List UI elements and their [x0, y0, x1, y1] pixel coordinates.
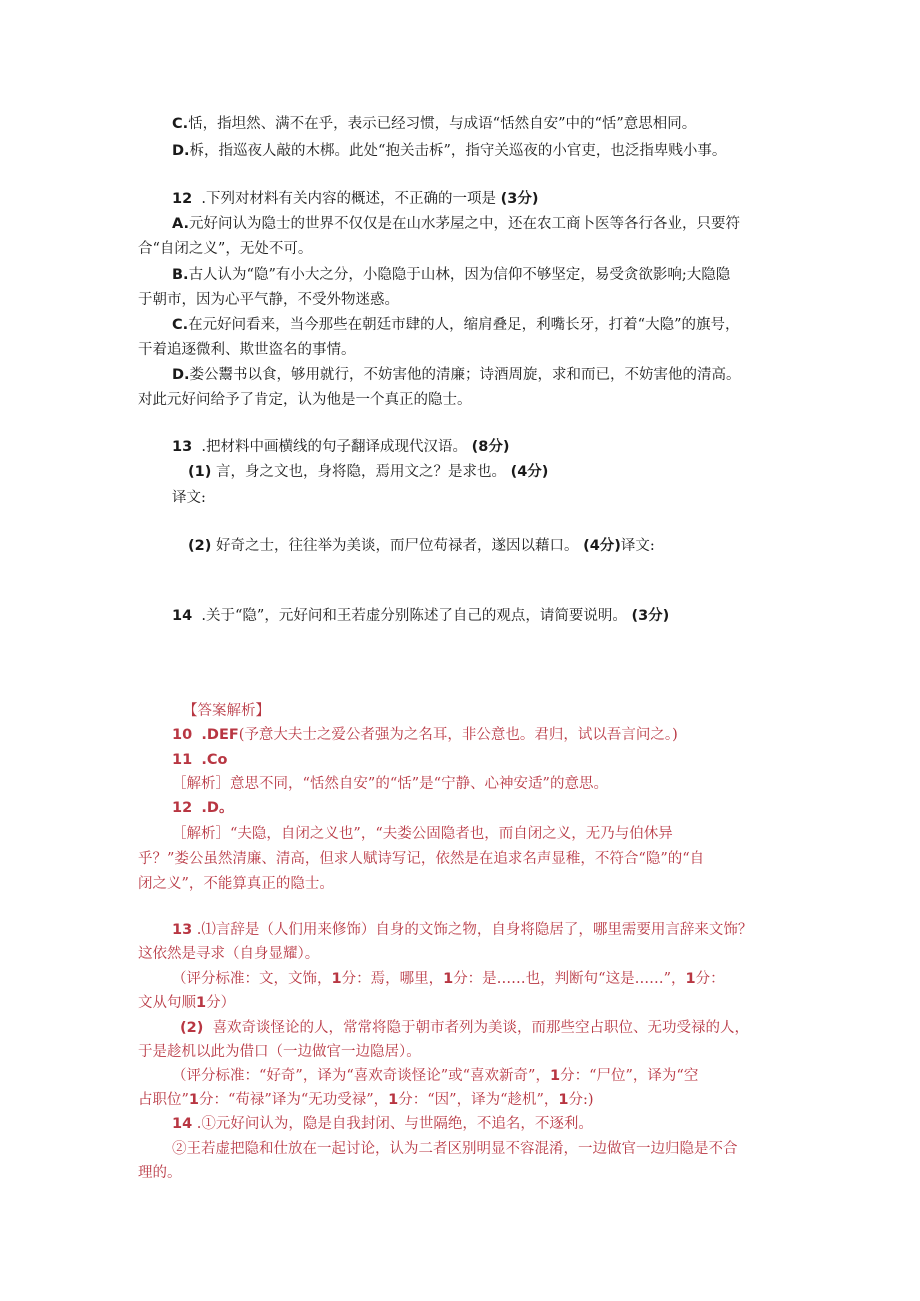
- answer-12-note-1: ［解析］“夫隐，自闭之义也”，“夫娄公固隐者也，而自闭之义，无乃与伯休异: [172, 826, 673, 842]
- answer-12: 12 .D。: [172, 800, 234, 816]
- answer-13-line-2: 这依然是寻求（自身显耀）。: [138, 946, 320, 962]
- answer-13-line-1: 13 .⑴言辞是（人们用来修饰）自身的文饰之物，自身将隐居了，哪里需要用言辞来文饰？: [172, 922, 753, 938]
- q12-option-c: C.在元好问看来，当今那些在朝廷市肆的人，缩肩叠足，利嘴长牙，打着“大隐”的旗号，: [172, 317, 740, 333]
- q12-option-d-cont: 对此元好问给予了肯定，认为他是一个真正的隐士。: [138, 392, 472, 408]
- answer-13-criteria-1: （评分标准：文，文饰，1分：焉，哪里，1分：是……也，判断句“这是……”，1分：: [172, 971, 725, 987]
- q11-option-c: C.恬，指坦然、满不在乎，表示已经习惯，与成语“恬然自安”中的“恬”意思相同。: [172, 116, 697, 132]
- q11-option-d: D.柝，指巡夜人敲的木梆。此处“抱关击柝”，指守关巡夜的小官吏，也泛指卑贱小事。: [172, 143, 727, 159]
- q12-option-b-cont: 于朝市，因为心平气静，不受外物迷惑。: [138, 292, 399, 308]
- answer-14-line-2: ②王若虚把隐和仕放在一起讨论，认为二者区别明显不容混淆，一边做官一边归隐是不合: [172, 1141, 738, 1157]
- q13-sentence-2: (2) 好奇之士，往往举为美谈，而尸位苟禄者，遂因以藉口。 (4分)译文:: [188, 538, 655, 554]
- q12-option-c-cont: 干着追逐微利、欺世盗名的事情。: [138, 342, 356, 358]
- answer-13-criteria-2: 文从句顺1分）: [138, 995, 236, 1011]
- answer-11-note: ［解析］意思不同，“恬然自安”的“恬”是“宁静、心神安适”的意思。: [172, 776, 608, 792]
- q13-translation-label: 译文:: [172, 490, 206, 506]
- q13-sentence-1: (1) 言，身之文也，身将隐，焉用文之？是求也。 (4分): [188, 464, 549, 480]
- q14-stem: 14 .关于“隐”，元好问和王若虚分别陈述了自己的观点，请简要说明。 (3分): [172, 608, 670, 624]
- answer-13-criteria-3: （评分标准：“好奇”，译为“喜欢奇谈怪论”或“喜欢新奇”，1分：“尸位”，译为“空: [172, 1068, 699, 1084]
- q12-option-d: D.娄公鬻书以食，够用就行，不妨害他的清廉；诗酒周旋，求和而已，不妨害他的清高。: [172, 367, 741, 383]
- answer-13-criteria-4: 占职位”1分：“苟禄”译为“无功受禄”，1分：“因”，译为“趁机”，1分:): [138, 1092, 594, 1108]
- q12-option-a: A.元好问认为隐士的世界不仅仅是在山水茅屋之中，还在农工商卜医等各行各业，只要符: [172, 216, 740, 232]
- answer-14-line-1: 14 .①元好问认为，隐是自我封闭、与世隔绝，不追名，不逐利。: [172, 1116, 593, 1132]
- answer-header: 【答案解析】: [183, 703, 270, 719]
- q12-option-b: B.古人认为“隐”有小大之分，小隐隐于山林，因为信仰不够坚定，易受贪欲影响;大隐隐: [172, 267, 731, 283]
- answer-13-part-2-cont: 于是趁机以此为借口（一边做官一边隐居）。: [138, 1044, 421, 1060]
- answer-13-part-2: (2) 喜欢奇谈怪论的人，常常将隐于朝市者列为美谈，而那些空占职位、无功受禄的人，: [180, 1020, 750, 1036]
- answer-10: 10 .DEF(予意大夫士之爱公者强为之名耳，非公意也。君归，试以吾言问之。): [172, 727, 678, 743]
- answer-11: 11 .Co: [172, 752, 228, 768]
- answer-12-note-2: 乎？”娄公虽然清廉、清高，但求人赋诗写记，依然是在追求名声显稚，不符合“隐”的“自: [138, 851, 705, 867]
- answer-14-line-3: 理的。: [138, 1165, 182, 1181]
- q12-option-a-cont: 合“自闭之义”，无处不可。: [138, 241, 313, 257]
- q12-stem: 12 .下列对材料有关内容的概述，不正确的一项是 (3分): [172, 191, 539, 207]
- q13-stem: 13 .把材料中画横线的句子翻译成现代汉语。 (8分): [172, 439, 510, 455]
- answer-12-note-3: 闭之义”，不能算真正的隐士。: [138, 876, 334, 892]
